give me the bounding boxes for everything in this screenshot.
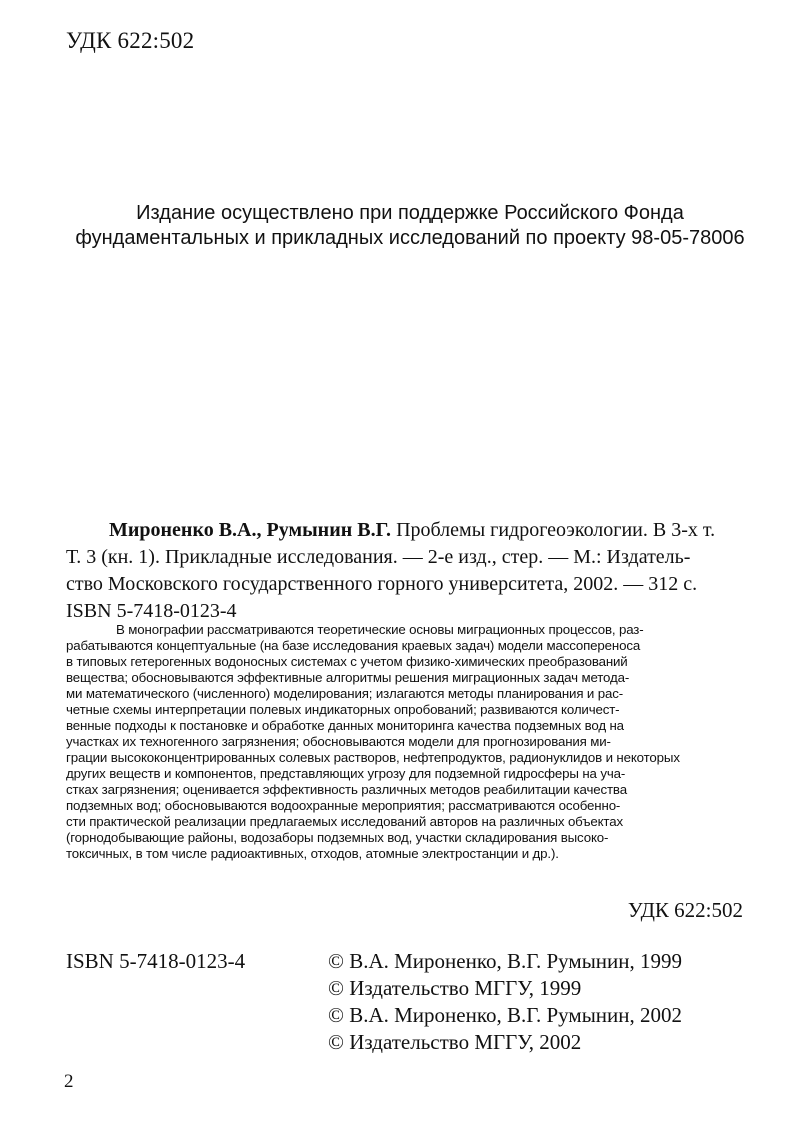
abstract-line: токсичных, в том числе радиоактивных, отходов, атомные электростанции и др.). — [66, 846, 559, 861]
copyright-line: © Издательство МГГУ, 2002 — [328, 1030, 582, 1054]
udk-header: УДК 622:502 — [66, 28, 195, 53]
page-number: 2 — [64, 1071, 74, 1092]
funding-line: фундаментальных и прикладных исследований по проекту 98-05-78006 — [75, 227, 745, 249]
copyright-block — [328, 948, 682, 1056]
copyright-line: © В.А. Мироненко, В.Г. Румынин, 1999 — [328, 949, 683, 973]
biblio-isbn: ISBN 5-7418-0123-4 — [66, 600, 237, 622]
copyright-line: © В.А. Мироненко, В.Г. Румынин, 2002 — [328, 1003, 683, 1027]
abstract-line: других веществ и компонентов, представляющих угрозу для подземной гидросферы на уча- — [66, 766, 626, 781]
biblio-line — [66, 517, 756, 544]
abstract-line: (горнодобывающие районы, водозаборы подземных вод, участки складирования высоко- — [66, 830, 609, 845]
abstract-line: вещества; обосновываются эффективные алгоритмы решения миграционных задач метода- — [66, 670, 630, 685]
copyright-line: © Издательство МГГУ, 1999 — [328, 976, 582, 1000]
funding-note — [60, 201, 760, 251]
abstract-line: подземных вод; обосновываются водоохранные мероприятия; рассматриваются особенно- — [66, 798, 621, 813]
biblio-line: ство Московского государственного горного университета, 2002. — 312 с. — [66, 573, 698, 595]
abstract-line: грации высококонцентрированных солевых растворов, нефтепродуктов, радионуклидов и некоторых — [66, 750, 680, 765]
authors: Мироненко В.А., Румынин В.Г. — [109, 519, 392, 541]
isbn: ISBN 5-7418-0123-4 — [66, 949, 246, 973]
abstract-line: участках их техногенного загрязнения; обосновываются модели для прогнозирования ми- — [66, 734, 611, 749]
udk-footer: УДК 622:502 — [627, 898, 743, 922]
funding-line: Издание осуществлено при поддержке Российского Фонда — [136, 202, 684, 224]
abstract-line: ми математического (численного) моделирования; излагаются методы планирования и рас- — [66, 686, 624, 701]
abstract-line: стках загрязнения; оценивается эффективность различных методов реабилитации качества — [66, 782, 627, 797]
book-title: Проблемы гидрогеоэкологии. В 3-х т. — [391, 519, 716, 541]
abstract-line: венные подходы к постановке и обработке данных мониторинга качества подземных вод на — [66, 718, 624, 733]
abstract-line: в типовых гетерогенных водоносных системах с учетом физико-химических преобразований — [66, 654, 628, 669]
abstract-line: сти практической реализации предлагаемых исследований авторов на различных объектах — [66, 814, 623, 829]
abstract — [66, 622, 746, 862]
biblio-line: Т. 3 (кн. 1). Прикладные исследования. — 2-е изд., стер. — М.: Издатель- — [66, 546, 691, 568]
abstract-line: В монографии рассматриваются теоретические основы миграционных процессов, раз- — [116, 622, 644, 637]
abstract-line: четные схемы интерпретации полевых индикаторных опробований; развиваются количест- — [66, 702, 620, 717]
abstract-line: рабатываются концептуальные (на базе исследования краевых задач) модели массопереноса — [66, 638, 641, 653]
bibliographic-record — [66, 517, 756, 625]
